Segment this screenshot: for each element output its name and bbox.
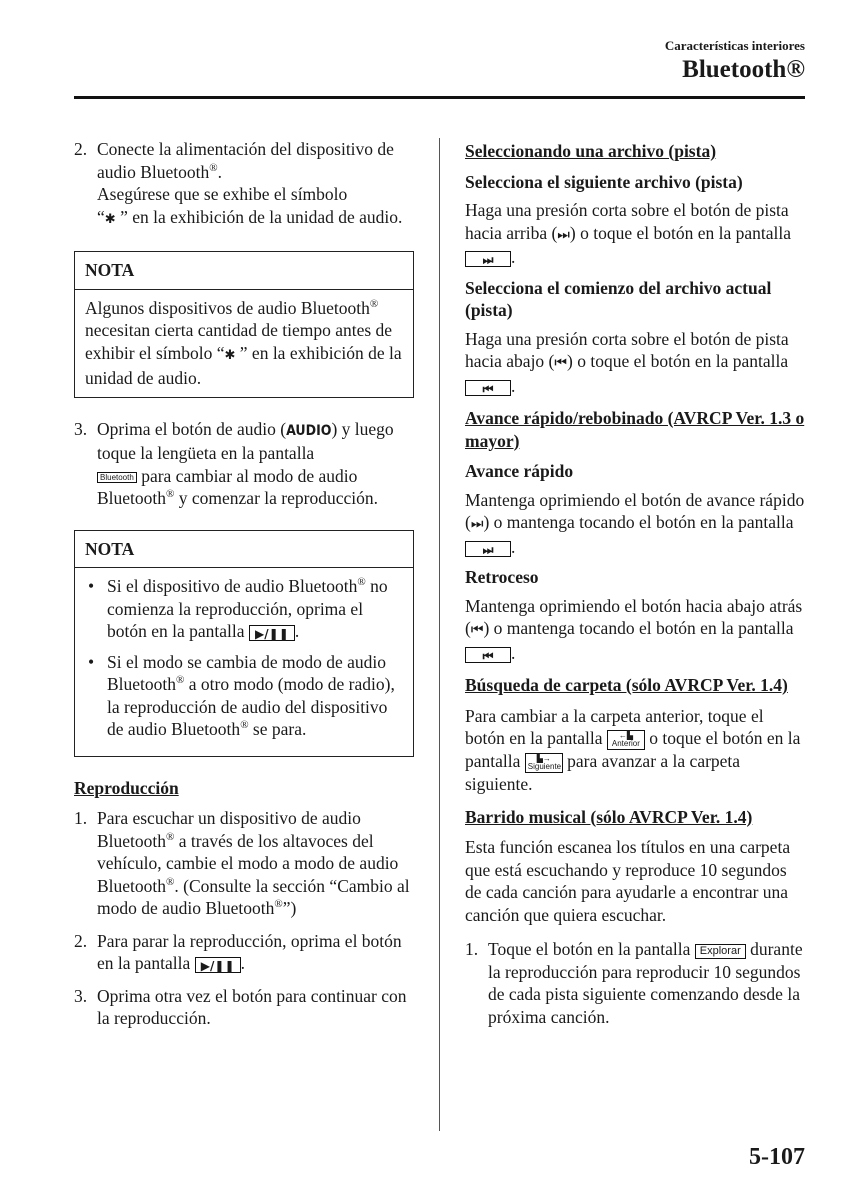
rewind-icon: ⏮: [470, 622, 484, 638]
note-text: Algunos dispositivos de audio Bluetooth: [85, 297, 370, 318]
text: .: [511, 247, 516, 267]
text: Mantenga oprimiendo el botón de avance rápido (: [465, 489, 805, 532]
note-bullet: [85, 651, 403, 741]
bluetooth-icon: ✱: [104, 211, 116, 227]
step-number: 2.: [74, 139, 88, 159]
explorar-button: Explorar: [695, 944, 746, 959]
note-text: necesitan cierta cantidad de tiempo antes de exhibir el símbolo “: [85, 320, 393, 363]
scan-step-1: [465, 938, 805, 1028]
anterior-label: Anterior: [611, 739, 640, 748]
text: Toque el botón en la pantalla: [488, 939, 691, 959]
paragraph: [465, 595, 805, 665]
page-number: 5-107: [749, 1144, 805, 1170]
text: Haga una presión corta sobre el botón de pista hacia abajo (: [465, 328, 789, 371]
registered-mark: ®: [176, 674, 185, 687]
text: ) o mantenga tocando el botón en la pantalla: [483, 618, 794, 638]
text: .: [511, 536, 516, 557]
note-box: [74, 530, 414, 757]
paragraph: [465, 328, 805, 398]
bullet-dot: •: [88, 576, 95, 596]
registered-mark: ®: [357, 576, 366, 589]
play-pause-button: ▶/❚❚: [195, 957, 241, 973]
note-text: .: [294, 621, 300, 641]
step-number: 1.: [74, 808, 88, 828]
subsection-heading: Avance rápido: [465, 461, 574, 481]
audio-button-label: AUDIO: [286, 422, 332, 439]
note-text: Si el modo se cambia de modo de audio Bluetooth: [107, 651, 386, 694]
fast-forward-icon: ⏭: [470, 516, 484, 532]
step-number: 2.: [74, 930, 88, 951]
text: .: [511, 375, 516, 396]
text: ) o mantenga tocando el botón en la pantalla: [483, 512, 794, 532]
bluetooth-tab-button: Bluetooth: [97, 472, 137, 483]
subsection-heading: Retroceso: [465, 567, 539, 587]
registered-mark: ®: [369, 297, 379, 310]
section-heading: Seleccionando una archivo (pista): [465, 141, 717, 161]
section-heading: Avance rápido/rebobinado (AVRCP Ver. 1.3 o mayor): [465, 408, 805, 451]
text: durante la reproducción para reproducir 10 segundos de cada pista siguiente comenzando desde la próxima canción.: [488, 939, 803, 1027]
folder-forward-icon: ▙→: [536, 754, 551, 763]
next-folder-button: [525, 753, 563, 773]
note-title: NOTA: [75, 531, 413, 569]
next-track-button: ⏭: [465, 251, 511, 267]
quote-mark: “: [97, 206, 105, 227]
subsection-heading: Selecciona el comienzo del archivo actual (pista): [465, 277, 772, 320]
step-text: y comenzar la reproducción.: [174, 488, 378, 508]
text: Mantenga oprimiendo el botón hacia abajo atrás (: [465, 595, 803, 638]
note-text: a otro modo (modo de radio), la reproducción de audio del dispositivo de audio Bluetooth: [107, 674, 395, 739]
step-text: a través de los altavoces del vehículo, cambie el modo a modo de audio Bluetooth: [97, 830, 399, 896]
registered-mark: ®: [166, 875, 175, 888]
step-number: 3.: [74, 985, 88, 1006]
registered-mark: ®: [240, 719, 249, 732]
fast-forward-button: ⏭: [465, 541, 511, 557]
column-divider: [439, 138, 440, 1131]
siguiente-label: Siguiente: [527, 762, 562, 771]
note-text: se para.: [248, 719, 307, 739]
paragraph: [465, 199, 805, 269]
step-text: ” en la exhibición de la unidad de audio.: [115, 206, 403, 227]
repro-step-1: [74, 807, 414, 920]
step-text: Asegúrese que se exhibe el símbolo: [97, 184, 348, 204]
right-column: [465, 138, 805, 1038]
note-text: ” en la exhibición de la unidad de audio.: [85, 342, 402, 388]
previous-track-button: ⏮: [465, 380, 511, 396]
bluetooth-icon: ✱: [224, 347, 236, 363]
step-text: Conecte la alimentación del dispositivo de audio Bluetooth: [97, 139, 394, 182]
section-heading: Reproducción: [74, 777, 179, 798]
text: ) o toque el botón en la pantalla: [569, 222, 792, 243]
bullet-dot: •: [88, 651, 95, 672]
section-heading: Barrido musical (sólo AVRCP Ver. 1.4): [465, 806, 753, 827]
step-text: Para parar la reproducción, oprima el botón en la pantalla: [97, 930, 402, 973]
paragraph: [465, 489, 805, 559]
rewind-button: ⏮: [465, 647, 511, 663]
paragraph: Esta función escanea los títulos en una carpeta que está escuchando y reproduce 10 segundos de cada canción para ayudarle a encontrar una canción que quiera escuchar.: [465, 837, 791, 925]
section-heading: Búsqueda de carpeta (sólo AVRCP Ver. 1.4): [465, 675, 788, 695]
section-label: Características interiores: [664, 38, 805, 53]
note-bullet: [85, 575, 403, 643]
step-2: [74, 138, 414, 231]
step-text: .: [217, 161, 223, 182]
step-text: .: [240, 953, 246, 973]
previous-track-icon: ⏮: [554, 355, 567, 371]
note-body: [75, 290, 413, 397]
repro-step-2: [74, 930, 414, 975]
play-pause-button: ▶/❚❚: [249, 625, 295, 641]
next-track-icon: ⏭: [557, 226, 570, 243]
step-text: Para escuchar un dispositivo de audio Bluetooth: [97, 808, 361, 851]
text: para avanzar a la carpeta siguiente.: [465, 751, 741, 794]
step-text: para cambiar al modo de audio Bluetooth: [97, 465, 358, 508]
registered-mark: ®: [166, 488, 175, 501]
step-3: [74, 418, 414, 510]
step-text: ”): [282, 898, 297, 918]
text: .: [511, 642, 516, 663]
note-body: [75, 568, 413, 756]
subsection-heading: Selecciona el siguiente archivo (pista): [465, 171, 743, 192]
step-text: Oprima el botón de audio (: [97, 418, 287, 439]
folder-back-icon: ←▙: [618, 731, 633, 740]
step-text: . (Consulte la sección “Cambio al modo de audio Bluetooth: [97, 875, 410, 918]
note-box: [74, 251, 414, 398]
paragraph: [465, 705, 805, 796]
step-text: ) y luego toque la lengüeta en la pantalla: [97, 418, 394, 463]
header-rule: [74, 96, 805, 99]
note-text: no comienza la reproducción, oprima el botón en la pantalla: [107, 576, 388, 641]
page-title: Bluetooth®: [682, 56, 805, 83]
note-text: Si el dispositivo de audio Bluetooth: [107, 576, 358, 596]
step-text: Oprima otra vez el botón para continuar con la reproducción.: [97, 985, 407, 1028]
left-column: [74, 138, 414, 1040]
registered-mark: ®: [166, 830, 175, 843]
step-number: 1.: [465, 939, 479, 959]
step-number: 3.: [74, 418, 88, 439]
text: Para cambiar a la carpeta anterior, toque el botón en la pantalla: [465, 705, 764, 748]
registered-mark: ®: [274, 898, 283, 911]
registered-mark: ®: [209, 161, 218, 174]
note-title: NOTA: [75, 252, 413, 290]
text: ) o toque el botón en la pantalla: [567, 351, 789, 371]
previous-folder-button: [607, 730, 645, 750]
repro-step-3: [74, 985, 414, 1030]
text: o toque el botón en la pantalla: [465, 728, 801, 771]
text: Haga una presión corta sobre el botón de pista hacia arriba (: [465, 200, 789, 243]
